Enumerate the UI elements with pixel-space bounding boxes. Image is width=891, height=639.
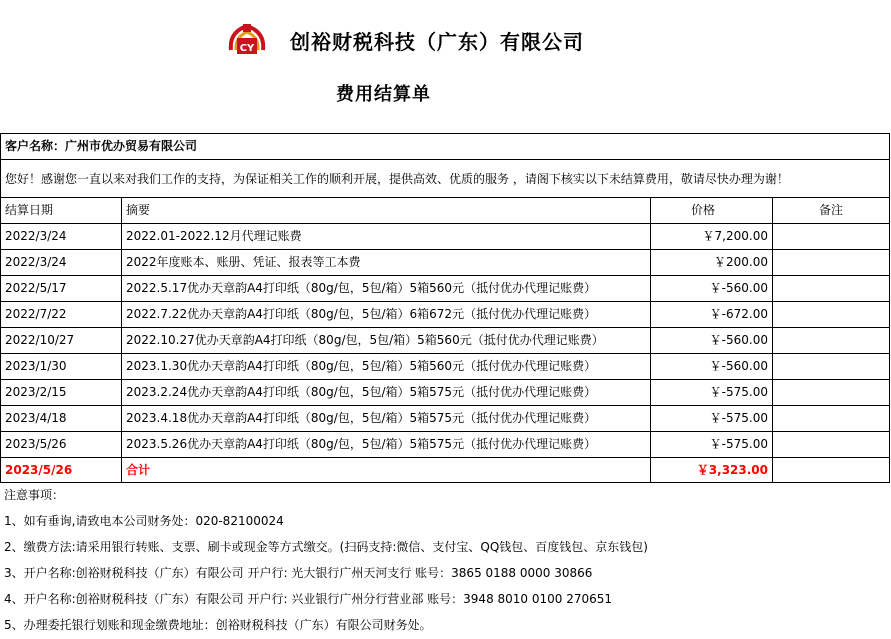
note-item: 2、缴费方法:请采用银行转账、支票、刷卡或现金等方式缴交。(扫码支持:微信、支付宝、QQ钱包、百度钱包、京东钱包) bbox=[4, 540, 648, 554]
row-note bbox=[772, 249, 890, 275]
row-note bbox=[772, 379, 890, 405]
note-item: 1、如有垂询,请致电本公司财务处：020-82100024 bbox=[4, 514, 284, 528]
row-date: 2023/5/26 bbox=[0, 431, 121, 457]
note-item: 4、开户名称:创裕财税科技（广东）有限公司 开户行: 兴业银行广州分行营业部 账号：3948 8010 0100 270651 bbox=[4, 592, 613, 606]
row-date: 2022/7/22 bbox=[0, 301, 121, 327]
row-summary: 2023.2.24优办天章韵A4打印纸（80g/包，5包/箱）5箱575元（抵付优办代理记账费） bbox=[121, 379, 650, 405]
row-note bbox=[772, 353, 890, 379]
row-note bbox=[772, 327, 890, 353]
row-note bbox=[772, 405, 890, 431]
customer-name: 广州市优办贸易有限公司 bbox=[65, 139, 198, 153]
row-price: ￥7,200.00 bbox=[650, 223, 772, 249]
header-note: 备注 bbox=[772, 197, 890, 223]
row-date: 2023/4/18 bbox=[0, 405, 121, 431]
customer-label: 客户名称： bbox=[5, 139, 66, 153]
row-note bbox=[772, 431, 890, 457]
row-price: ￥-560.00 bbox=[650, 327, 772, 353]
row-summary: 2022.01-2022.12月代理记账费 bbox=[121, 223, 650, 249]
header-price: 价格 bbox=[650, 197, 772, 223]
header-summary: 摘要 bbox=[121, 197, 650, 223]
row-price: ￥200.00 bbox=[650, 249, 772, 275]
row-price: ￥-575.00 bbox=[650, 431, 772, 457]
notes-title: 注意事项： bbox=[4, 488, 65, 502]
row-note bbox=[772, 275, 890, 301]
note-item: 3、开户名称:创裕财税科技（广东）有限公司 开户行: 光大银行广州天河支行 账号：3865 0188 0000 30866 bbox=[4, 566, 593, 580]
row-price: ￥-575.00 bbox=[650, 379, 772, 405]
row-price: ￥-575.00 bbox=[650, 405, 772, 431]
total-note bbox=[772, 457, 890, 483]
row-summary: 2023.4.18优办天章韵A4打印纸（80g/包，5包/箱）5箱575元（抵付优办代理记账费） bbox=[121, 405, 650, 431]
row-summary: 2023.5.26优办天章韵A4打印纸（80g/包，5包/箱）5箱575元（抵付优办代理记账费） bbox=[121, 431, 650, 457]
total-label: 合计 bbox=[121, 457, 650, 483]
total-date: 2023/5/26 bbox=[0, 457, 121, 483]
header-date: 结算日期 bbox=[0, 197, 121, 223]
row-date: 2023/2/15 bbox=[0, 379, 121, 405]
row-summary: 2023.1.30优办天章韵A4打印纸（80g/包，5包/箱）5箱560元（抵付优办代理记账费） bbox=[121, 353, 650, 379]
row-date: 2023/1/30 bbox=[0, 353, 121, 379]
company-logo-icon bbox=[225, 20, 269, 60]
greeting-row: 您好！感谢您一直以来对我们工作的支持，为保证相关工作的顺利开展，提供高效、优质的服务 ，请阁下核实以下未结算费用，敬请尽快办理为谢！ bbox=[0, 159, 890, 197]
row-date: 2022/10/27 bbox=[0, 327, 121, 353]
document-title: 费用结算单 bbox=[336, 84, 431, 105]
customer-row bbox=[0, 133, 890, 159]
row-note bbox=[772, 301, 890, 327]
row-note bbox=[772, 223, 890, 249]
row-date: 2022/3/24 bbox=[0, 223, 121, 249]
row-summary: 2022.7.22优办天章韵A4打印纸（80g/包，5包/箱）6箱672元（抵付优办代理记账费） bbox=[121, 301, 650, 327]
total-price: ￥3,323.00 bbox=[650, 457, 772, 483]
company-name: 创裕财税科技（广东）有限公司 bbox=[290, 30, 584, 54]
row-price: ￥-560.00 bbox=[650, 275, 772, 301]
document-header bbox=[0, 0, 891, 130]
row-date: 2022/3/24 bbox=[0, 249, 121, 275]
row-price: ￥-560.00 bbox=[650, 353, 772, 379]
row-summary: 2022.5.17优办天章韵A4打印纸（80g/包，5包/箱）5箱560元（抵付优办代理记账费） bbox=[121, 275, 650, 301]
row-summary: 2022.10.27优办天章韵A4打印纸（80g/包，5包/箱）5箱560元（抵付优办代理记账费） bbox=[121, 327, 650, 353]
row-summary: 2022年度账本、账册、凭证、报表等工本费 bbox=[121, 249, 650, 275]
note-item: 5、办理委托银行划账和现金缴费地址：创裕财税科技（广东）有限公司财务处。 bbox=[4, 618, 432, 632]
svg-text:CY: CY bbox=[239, 43, 255, 54]
row-date: 2022/5/17 bbox=[0, 275, 121, 301]
row-price: ￥-672.00 bbox=[650, 301, 772, 327]
